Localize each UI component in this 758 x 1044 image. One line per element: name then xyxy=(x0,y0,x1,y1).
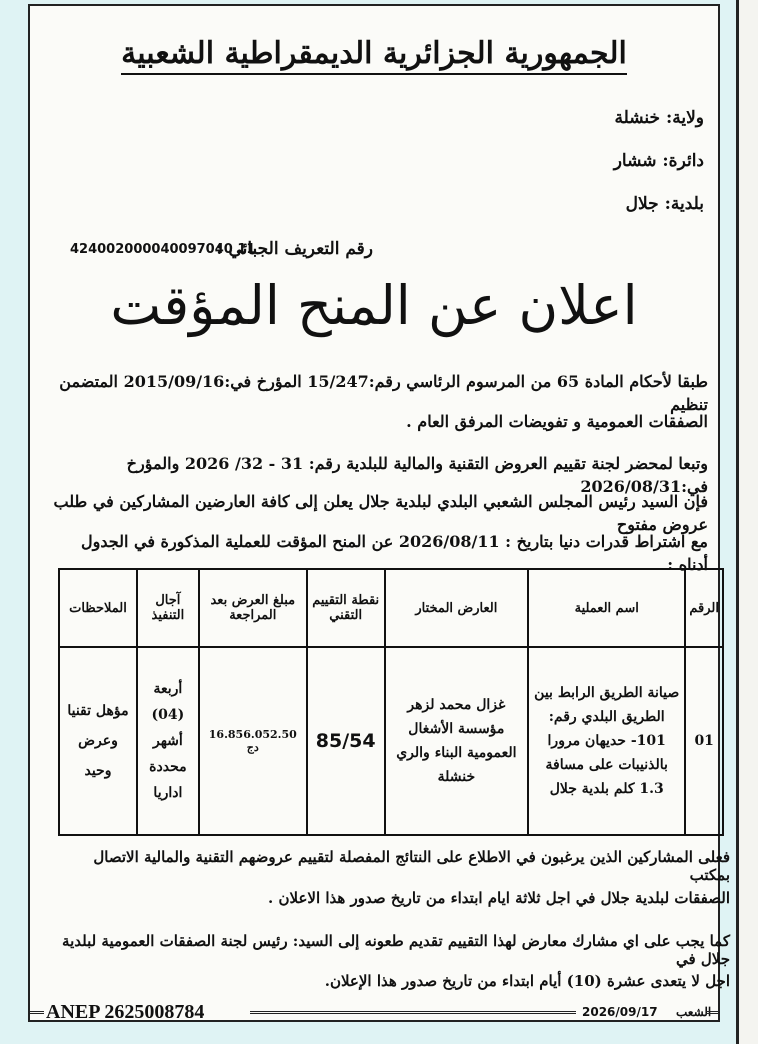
paragraph-1-line-2: الصفقات العمومية و تفويضات المرفق العام . xyxy=(406,412,708,431)
cell-operation: صيانة الطريق الرابط بين الطريق البلدي رقم: 101- حديهان مرورا بالذنيبات على مسافة 1.3 كلم بلدية جلال xyxy=(528,647,685,835)
commune-line: بلدية: جلال xyxy=(625,194,704,214)
cell-notes: مؤهل تقنيا وعرض وحيد xyxy=(59,647,137,835)
nif-label: رقم التعريف الجبائي : xyxy=(216,239,373,259)
footer-line-3: كما يجب على اي مشارك معارض لهذا التقييم تقديم طعونه إلى السيد: رئيس لجنة الصفقات العمومية لبلدية جلال في xyxy=(62,932,730,968)
notice-title: اعلان عن المنح المؤقت xyxy=(110,274,638,337)
paragraph-3-line-2: مع اشتراط قدرات دنيا بتاريخ : 2026/08/11 عن المنح المؤقت للعملية المذكورة في الجدول أدناه : xyxy=(81,532,708,574)
header-delay: آجال التنفيذ xyxy=(137,569,199,647)
footer-line-2: الصفقات لبلدية جلال في اجل ثلاثة ايام ابتداء من تاريخ صدور هذا الاعلان . xyxy=(268,889,730,907)
header-score: نقطة التقييم التقني xyxy=(307,569,385,647)
cell-amount: 16.856.052.50 دج xyxy=(199,647,307,835)
table-header-row xyxy=(59,569,723,647)
anep-reference: ANEP 2625008784 xyxy=(46,1001,205,1023)
footer-line-4: اجل لا يتعدى عشرة (10) أيام ابتداء من تاريخ صدور هذا الإعلان. xyxy=(324,972,730,990)
publication-date: 2026/09/17 xyxy=(582,1005,658,1019)
republic-title: الجمهورية الجزائرية الديمقراطية الشعبية xyxy=(30,36,718,71)
wilaya-line: ولاية: خنشلة xyxy=(614,108,704,128)
header-amount: مبلغ العرض بعد المراجعة xyxy=(199,569,307,647)
footer-line-1: فعلى المشاركين الذين يرغبون في الاطلاع على النتائج المفصلة لتقييم عروضهم التقنية والمالية الاتصال بمكتب xyxy=(93,848,730,884)
paragraph-2: وتبعا لمحضر لجنة تقييم العروض التقنية والمالية للبلدية رقم: 31 - 32/ 2026 والمؤرخ في:2026/08/31 xyxy=(126,454,708,496)
footer-rule xyxy=(250,1011,576,1014)
cell-bidder: غزال محمد لزهر مؤسسة الأشغال العمومية البناء والري خنشلة xyxy=(385,647,528,835)
newspaper-name: الشعب xyxy=(676,1005,712,1019)
adjacent-column-edge xyxy=(736,0,758,1044)
header-num: الرقم xyxy=(685,569,723,647)
nif-value: 424002000040097040 11 xyxy=(70,242,256,257)
paragraph-1-line-1: طبقا لأحكام المادة 65 من المرسوم الرئاسي رقم:15/247 المؤرخ في:2015/09/16 المتضمن تنظيم xyxy=(59,372,708,414)
notice-page xyxy=(28,4,730,1022)
award-table xyxy=(58,568,724,836)
header-bidder: العارض المختار xyxy=(385,569,528,647)
cell-score: 85/54 xyxy=(307,647,385,835)
table-row xyxy=(59,647,723,835)
footer-rule-left xyxy=(30,1011,44,1014)
footer-rule-right xyxy=(706,1011,718,1014)
cell-delay: أربعة (04) أشهر محددة اداريا xyxy=(137,647,199,835)
header-operation: اسم العملية xyxy=(528,569,685,647)
header-notes: الملاحظات xyxy=(59,569,137,647)
cell-num: 01 xyxy=(685,647,723,835)
paragraph-3-line-1: فإن السيد رئيس المجلس الشعبي البلدي لبلدية جلال يعلن إلى كافة العارضين المشاركين في طلب عروض مفتوح xyxy=(53,492,708,534)
daira-line: دائرة: ششار xyxy=(613,151,704,171)
